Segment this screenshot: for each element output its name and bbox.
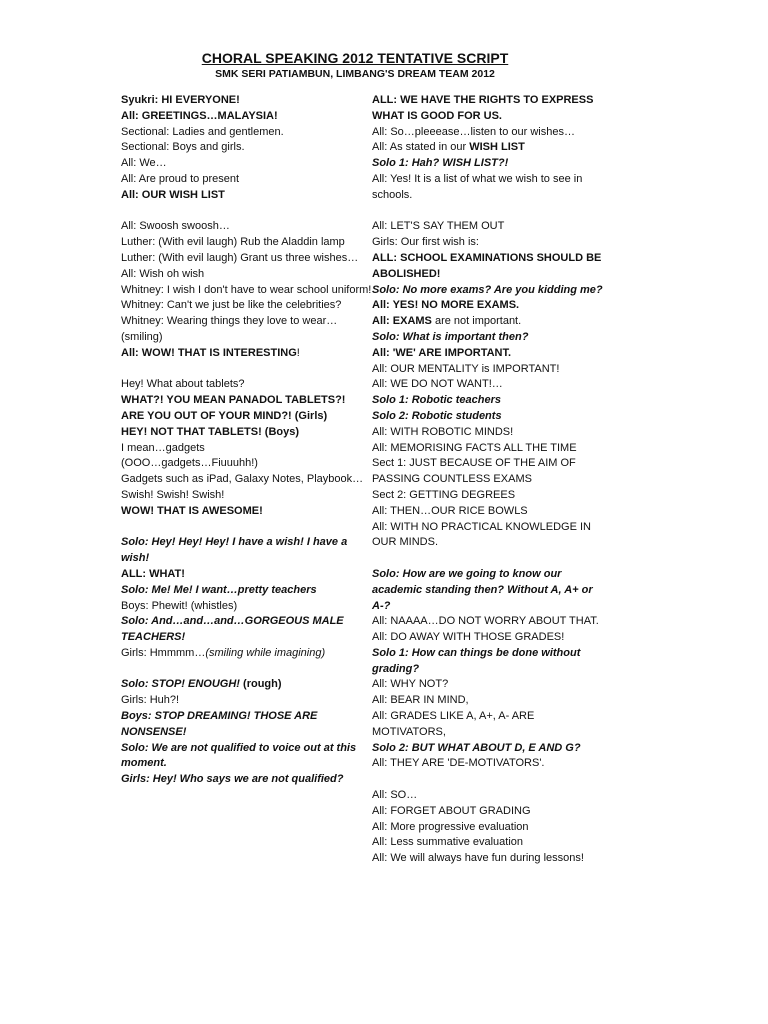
stanza-gap [121, 520, 373, 536]
stanza-gap [121, 362, 373, 378]
script-line-text: Solo 2: Robotic students [372, 409, 502, 422]
script-line-text: All: We… [121, 157, 167, 170]
script-line-text: All: MEMORISING FACTS ALL THE TIME [372, 441, 577, 454]
script-line [372, 346, 604, 362]
script-line [372, 677, 604, 693]
script-line [372, 567, 604, 614]
script-line-text: ! [296, 346, 300, 359]
script-line [372, 520, 604, 552]
script-line [372, 804, 604, 820]
script-line-text: All: FORGET ABOUT GRADING [372, 804, 531, 817]
script-line [121, 441, 373, 457]
script-line [372, 614, 604, 630]
script-line-text: Boys: Phewit! (whistles) [121, 599, 238, 612]
script-line [121, 741, 373, 773]
script-line [372, 441, 604, 457]
script-line-text: All: OUR MENTALITY is IMPORTANT! [372, 362, 560, 375]
script-line [372, 219, 604, 235]
script-line [372, 709, 604, 741]
script-line-text: Sect 2: GETTING DEGREES [372, 488, 516, 501]
script-line [121, 504, 373, 520]
script-line-text: All: BEAR IN MIND, [372, 694, 469, 707]
script-line [372, 377, 604, 393]
script-line [121, 567, 373, 583]
script-line [372, 788, 604, 804]
document-subtitle: SMK SERI PATIAMBUN, LIMBANG'S DREAM TEAM 2012 [215, 68, 495, 80]
script-line [372, 741, 604, 757]
script-line [121, 283, 373, 299]
stanza-gap [372, 204, 604, 220]
script-line-text: Solo: STOP! ENOUGH! [121, 678, 244, 691]
script-line [372, 393, 604, 409]
script-line [372, 314, 604, 330]
script-line [372, 693, 604, 709]
stanza-gap [372, 551, 604, 567]
script-line [372, 330, 604, 346]
script-line-text: All: Are proud to present [121, 172, 240, 185]
script-line-text: Swish! Swish! Swish! [121, 488, 225, 501]
script-line-text: All: WITH NO PRACTICAL KNOWLEDGE IN OUR MINDS. [372, 520, 592, 549]
script-line [372, 93, 604, 125]
script-line-text: Whitney: Wearing things they love to wear…(smiling) [121, 315, 338, 343]
script-line [121, 772, 373, 788]
script-line [372, 298, 604, 314]
script-line [121, 140, 373, 156]
script-line [372, 425, 604, 441]
script-line [372, 140, 604, 156]
script-line [121, 219, 373, 235]
script-line-text: Solo: Hey! Hey! Hey! I have a wish! I have a wish! [121, 536, 348, 565]
script-line-text: Solo: How are we going to know our academic standing then? Without A, A+ or A-? [372, 567, 593, 612]
script-line [121, 377, 373, 393]
script-line [121, 614, 373, 646]
script-line [121, 693, 373, 709]
script-line-text: All: EXAMS [372, 315, 432, 328]
script-line [121, 646, 373, 662]
script-line-text: Girls: Our first wish is: [372, 236, 479, 249]
script-line [372, 820, 604, 836]
script-line [121, 298, 373, 314]
script-line-text: Luther: (With evil laugh) Grant us three wishes… [121, 251, 359, 264]
script-line-text: ALL: WHAT! [121, 567, 185, 580]
script-line-text: Solo: Me! Me! I want…pretty teachers [121, 583, 317, 596]
script-line-text: All: THEN…OUR RICE BOWLS [372, 504, 528, 517]
script-line [372, 504, 604, 520]
script-line-text: Solo 1: Hah? WISH LIST?! [372, 157, 509, 170]
script-line-text: All: Swoosh swoosh… [121, 220, 230, 233]
script-line-text: ALL: WE HAVE THE RIGHTS TO EXPRESS WHAT IS GOOD FOR US. [372, 94, 594, 122]
stanza-gap [121, 662, 373, 678]
script-line [121, 235, 373, 251]
script-line-text: Sectional: Boys and girls. [121, 141, 245, 154]
script-line-text: All: WITH ROBOTIC MINDS! [372, 425, 514, 438]
script-right-column [372, 93, 604, 867]
script-line-text: Girls: Hey! Who says we are not qualified? [121, 773, 344, 786]
script-line [121, 535, 373, 567]
script-line [372, 409, 604, 425]
script-line [121, 456, 373, 472]
script-line [121, 346, 373, 362]
script-line-text: All: GREETINGS…MALAYSIA! [121, 109, 278, 122]
script-line-text: ALL: SCHOOL EXAMINATIONS SHOULD BE ABOLISHED! [372, 251, 602, 280]
script-line [121, 393, 373, 409]
script-line-text: Sectional: Ladies and gentlemen. [121, 125, 284, 138]
script-line-text: Boys: STOP DREAMING! THOSE ARE NONSENSE! [121, 710, 318, 738]
script-line [372, 488, 604, 504]
script-line [121, 583, 373, 599]
script-line-text: HEY! NOT THAT TABLETS! (Boys) [121, 425, 300, 438]
script-line-text: All: GRADES LIKE A, A+, A- ARE MOTIVATORS, [372, 710, 535, 738]
script-line [372, 456, 604, 488]
script-line [121, 488, 373, 504]
stanza-gap [121, 204, 373, 220]
script-line [372, 125, 604, 141]
script-line-text: All: WE DO NOT WANT!… [372, 378, 503, 391]
script-line-text: Solo: We are not qualified to voice out at this moment. [121, 741, 357, 770]
script-line [121, 109, 373, 125]
script-line-text: (smiling while imagining) [205, 646, 326, 659]
script-line [121, 267, 373, 283]
script-line-text: All: So…pleeease…listen to our wishes… [372, 125, 575, 138]
script-line [121, 93, 373, 109]
script-line-text: Hey! What about tablets? [121, 378, 245, 391]
script-line [372, 235, 604, 251]
script-line [372, 283, 604, 299]
document-title: CHORAL SPEAKING 2012 TENTATIVE SCRIPT [201, 50, 509, 66]
script-line-text: All: NAAAA…DO NOT WORRY ABOUT THAT. [372, 615, 599, 628]
stanza-gap [372, 772, 604, 788]
script-line-text: WHAT?! YOU MEAN PANADOL TABLETS?! [121, 394, 346, 407]
script-line-text: Girls: Huh?! [121, 694, 180, 707]
script-line [121, 156, 373, 172]
script-line-text: Solo 1: Robotic teachers [372, 394, 501, 407]
script-line [372, 156, 604, 172]
script-line [372, 851, 604, 867]
script-line-text: All: Yes! It is a list of what we wish to see in schools. [372, 172, 583, 201]
script-line-text: Luther: (With evil laugh) Rub the Aladdin lamp [121, 236, 345, 249]
script-line [372, 646, 604, 678]
script-line-text: are not important. [431, 315, 522, 328]
script-line-text: All: More progressive evaluation [372, 820, 529, 833]
script-line-text: All: Wish oh wish [121, 267, 205, 280]
script-line [372, 172, 604, 204]
script-line-text: Solo: What is important then? [372, 330, 529, 343]
script-line-text: Solo: And…and…and…GORGEOUS MALE TEACHERS! [121, 615, 344, 644]
script-line-text: Girls: Hmmmm… [121, 646, 206, 659]
script-line-text: All: DO AWAY WITH THOSE GRADES! [372, 631, 565, 644]
script-line-text: Solo 1: How can things be done without grading? [372, 646, 581, 675]
script-line [121, 251, 373, 267]
script-line-text: (rough) [243, 678, 282, 691]
script-line-text: All: SO… [372, 789, 418, 802]
script-line [121, 425, 373, 441]
script-line-text: Whitney: Can't we just be like the celebrities? [121, 299, 342, 312]
script-line [121, 472, 373, 488]
script-line-text: Solo 2: BUT WHAT ABOUT D, E AND G? [372, 741, 581, 754]
script-line-text: ARE YOU OUT OF YOUR MIND?! (Girls) [121, 409, 328, 422]
script-line [372, 251, 604, 283]
script-line [121, 677, 373, 693]
script-line-text: All: 'WE' ARE IMPORTANT. [372, 346, 512, 359]
script-line-text: WISH LIST [469, 141, 525, 154]
script-line-text: All: OUR WISH LIST [121, 188, 225, 201]
script-line [121, 709, 373, 741]
script-line [121, 172, 373, 188]
script-line-text: All: YES! NO MORE EXAMS. [372, 299, 520, 312]
script-line-text: Whitney: I wish I don't have to wear school uniform! [121, 283, 372, 296]
script-line-text: All: WHY NOT? [372, 678, 449, 691]
script-line [121, 314, 373, 346]
script-line-text: Solo: No more exams? Are you kidding me? [372, 283, 603, 296]
script-line [372, 835, 604, 851]
script-line-text: Gadgets such as iPad, Galaxy Notes, Playbook… [121, 473, 364, 486]
script-line [372, 362, 604, 378]
script-line [121, 409, 373, 425]
script-line-text: I mean…gadgets [121, 441, 205, 454]
script-line-text: All: Less summative evaluation [372, 836, 524, 849]
script-line [121, 599, 373, 615]
script-line-text: All: THEY ARE 'DE-MOTIVATORS'. [372, 757, 545, 770]
script-line-text: All: LET'S SAY THEM OUT [372, 220, 505, 233]
script-line [121, 188, 373, 204]
script-line [372, 756, 604, 772]
script-line-text: All: As stated in our [372, 141, 470, 154]
script-line-text: (OOO…gadgets…Fiuuuhh!) [121, 457, 258, 470]
script-left-column [121, 93, 373, 788]
script-line-text: Sect 1: JUST BECAUSE OF THE AIM OF PASSING COUNTLESS EXAMS [372, 457, 576, 486]
script-line [121, 125, 373, 141]
script-line [372, 630, 604, 646]
script-line-text: All: WOW! THAT IS INTERESTING [121, 346, 297, 359]
script-line-text: All: We will always have fun during lessons! [372, 852, 584, 865]
script-line-text: Syukri: HI EVERYONE! [121, 94, 240, 106]
script-line-text: WOW! THAT IS AWESOME! [121, 504, 263, 517]
